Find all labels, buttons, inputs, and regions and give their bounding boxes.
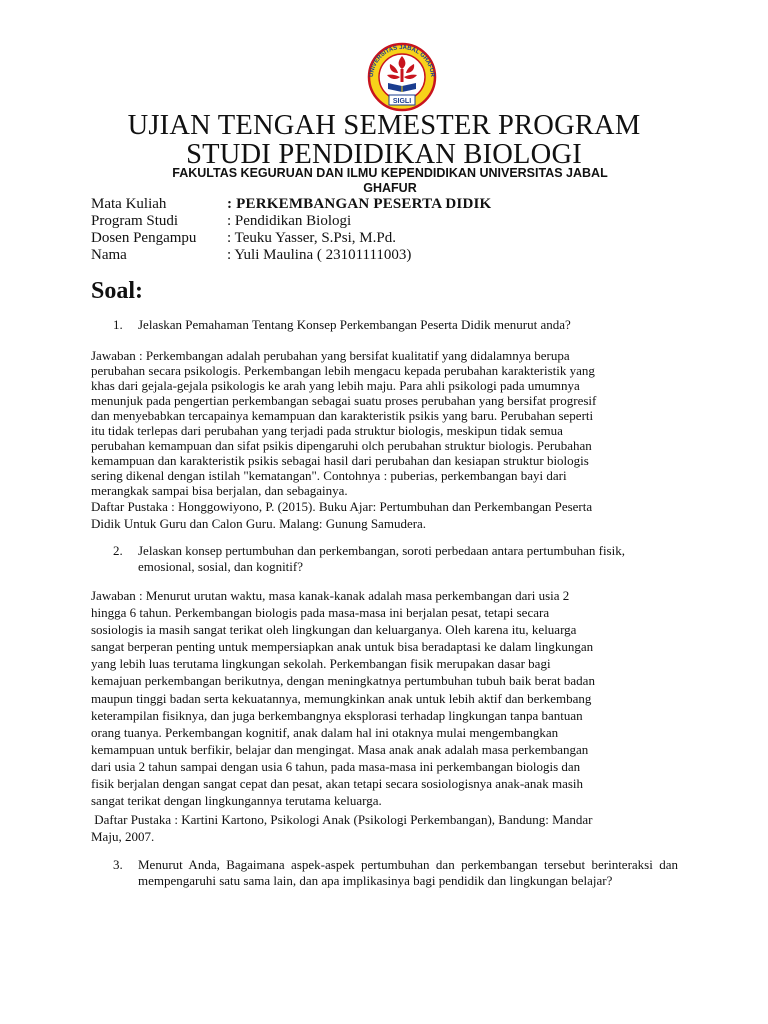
answer-line: orang tuanya. Perkembangan kognitif, anak dalam hal ini otaknya mulai mengembangkan — [91, 724, 559, 740]
answer-2 — [91, 587, 678, 809]
answer-line: keterampilan fisiknya, dan juga berkembangnya eksplorasi terhadap lingkungan tanpa bantuan — [91, 707, 583, 723]
reference-line: Maju, 2007. — [91, 829, 155, 845]
answer-line: khas dari gejala-gejala psikologis ke arah yang lebih maju. Para ahli psikologi pada umumnya — [91, 378, 580, 393]
answer-line: sangat terikat dengan lingkungannya terutama keluarga. — [91, 793, 382, 809]
info-label: Dosen Pengampu — [91, 230, 197, 246]
answer-line: dan menyebabkan tercapainya kemampuan dan karakteristik psikis yang baru. Perubahan seperti — [91, 408, 594, 423]
reference-line: Didik Untuk Guru dan Calon Guru. Malang: Gunung Samudera. — [91, 516, 427, 531]
question-text: Jelaskan konsep pertumbuhan dan perkembangan, soroti perbedaan antara pertumbuhan fisik, emosional, sosial, dan kognitif? — [138, 543, 625, 575]
info-value: : Pendidikan Biologi — [227, 213, 352, 229]
answer-line: itu tidak terlepas dari perubahan yang terjadi pada struktur biologis, meskipun tidak semua — [91, 423, 563, 438]
info-row-lecturer — [91, 230, 691, 247]
question-number: 1. — [113, 317, 123, 332]
faculty-line-1: FAKULTAS KEGURUAN DAN ILMU KEPENDIDIKAN UNIVERSITAS JABAL — [172, 166, 608, 180]
university-seal-icon — [359, 42, 445, 112]
question-3 — [91, 857, 678, 890]
answer-line: kemampuan untuk berfikir, belajar dan mengingat. Masa anak anak adalah masa perkembangan — [91, 741, 589, 757]
faculty-line-2: GHAFUR — [363, 181, 417, 195]
answer-line: sangat berperan penting untuk mempersiapkan anak untuk bisa beradaptasi ke dalam lingkungan — [91, 639, 594, 655]
answer-line: menunjuk pada pengertian perkembangan sebagai suatu proses perubahan yang bersifat progresif — [91, 393, 597, 408]
title-line-2: STUDI PENDIDIKAN BIOLOGI — [186, 139, 582, 170]
answer-line: perubahan kemampuan dan sifat psikis dipengaruhi olch perubahan struktur biologis. Perubahan — [91, 438, 592, 453]
reference-line: Daftar Pustaka : Honggowiyono, P. (2015). Buku Ajar: Pertumbuhan dan Perkembangan Peserta — [91, 499, 593, 514]
answer-1 — [91, 348, 678, 498]
university-logo — [359, 42, 445, 112]
info-label: Nama — [91, 247, 127, 263]
answer-line: perubahan secara psikologis. Perkembangan lebih mengacu kepada perubahan karakteristik yang — [91, 363, 595, 378]
answer-line: merangkak sampai bisa berjalan, dan sebagainya. — [91, 483, 348, 498]
question-number: 3. — [113, 857, 123, 872]
question-number: 2. — [113, 543, 123, 558]
question-text: Jelaskan Pemahaman Tentang Konsep Perkembangan Peserta Didik menurut anda? — [138, 317, 571, 332]
reference-1 — [91, 498, 678, 532]
title-line-1: UJIAN TENGAH SEMESTER PROGRAM — [127, 110, 641, 141]
answer-line: Jawaban : Perkembangan adalah perubahan yang bersifat kualitatif yang didalamnya berupa — [91, 348, 570, 363]
info-label: Program Studi — [91, 213, 179, 229]
answer-line: sosiologis ia masih sangat terikat oleh lingkungan dan keluarganya. Oleh karena itu, keluarga — [91, 622, 577, 638]
answer-line: kemampuan dan karakteristik psikis sebagai hasil dari perubahan dan kesiapan struktur biologis — [91, 453, 589, 468]
seal-ring-text: UNIVERSITAS JABAL GHAFUR — [368, 44, 436, 78]
info-value: : Yuli Maulina ( 23101111003) — [227, 247, 412, 263]
info-label: Mata Kuliah — [91, 196, 167, 212]
question-1 — [91, 317, 678, 333]
answer-line: yang lebih luas terutama lingkungan sekolah. Perkembangan fisik merupakan dasar bagi — [91, 656, 551, 672]
answer-line: sering dikenal dengan istilah "kematangan". Contohnya : puberias, perkembangan bayi dari — [91, 468, 567, 483]
info-row-course — [91, 196, 691, 213]
answer-line: hingga 6 tahun. Perkembangan biologis pada masa-masa ini berjalan pesat, tetapi secara — [91, 605, 550, 621]
answer-line: Jawaban : Menurut urutan waktu, masa kanak-kanak adalah masa perkembangan dari usia 2 — [91, 588, 570, 603]
answer-line: dari usia 2 tahun sampai dengan usia 6 tahun, pada masa-masa ini perkembangan biologis dan — [91, 758, 581, 774]
soal-heading: Soal: — [91, 278, 144, 304]
answer-line: kemajuan perkembangan berikutnya, dengan meningkatnya pertumbuhan tubuh baik berat badan — [91, 673, 595, 689]
seal-banner-text: SIGLI — [392, 98, 412, 105]
reference-2 — [91, 811, 678, 846]
info-row-program — [91, 213, 691, 230]
faculty-subtitle — [120, 166, 660, 196]
answer-line: maupun tinggi badan serta kekuatannya, memungkinkan anak untuk lebih aktif dan berkembang — [91, 690, 592, 706]
info-value: : PERKEMBANGAN PESERTA DIDIK — [227, 196, 492, 212]
reference-line: Daftar Pustaka : Kartini Kartono, Psikologi Anak (Psikologi Perkembangan), Bandung: Mandar — [91, 812, 593, 827]
question-2 — [91, 543, 678, 576]
student-info — [91, 196, 691, 264]
info-row-name — [91, 247, 691, 264]
question-text: Menurut Anda, Bagaimana aspek-aspek pertumbuhan dan perkembangan tersebut berinteraksi dan mempengaruhi satu sama lain, dan apa implikasinya bagi pendidik dan lingkungan belajar? — [138, 857, 678, 889]
info-value: : Teuku Yasser, S.Psi, M.Pd. — [227, 230, 396, 246]
document-title — [0, 111, 768, 169]
answer-line: fisik berjalan dengan sangat cepat dan pesat, akan tetapi secara sosiologisnya anak-anak masih — [91, 776, 584, 792]
